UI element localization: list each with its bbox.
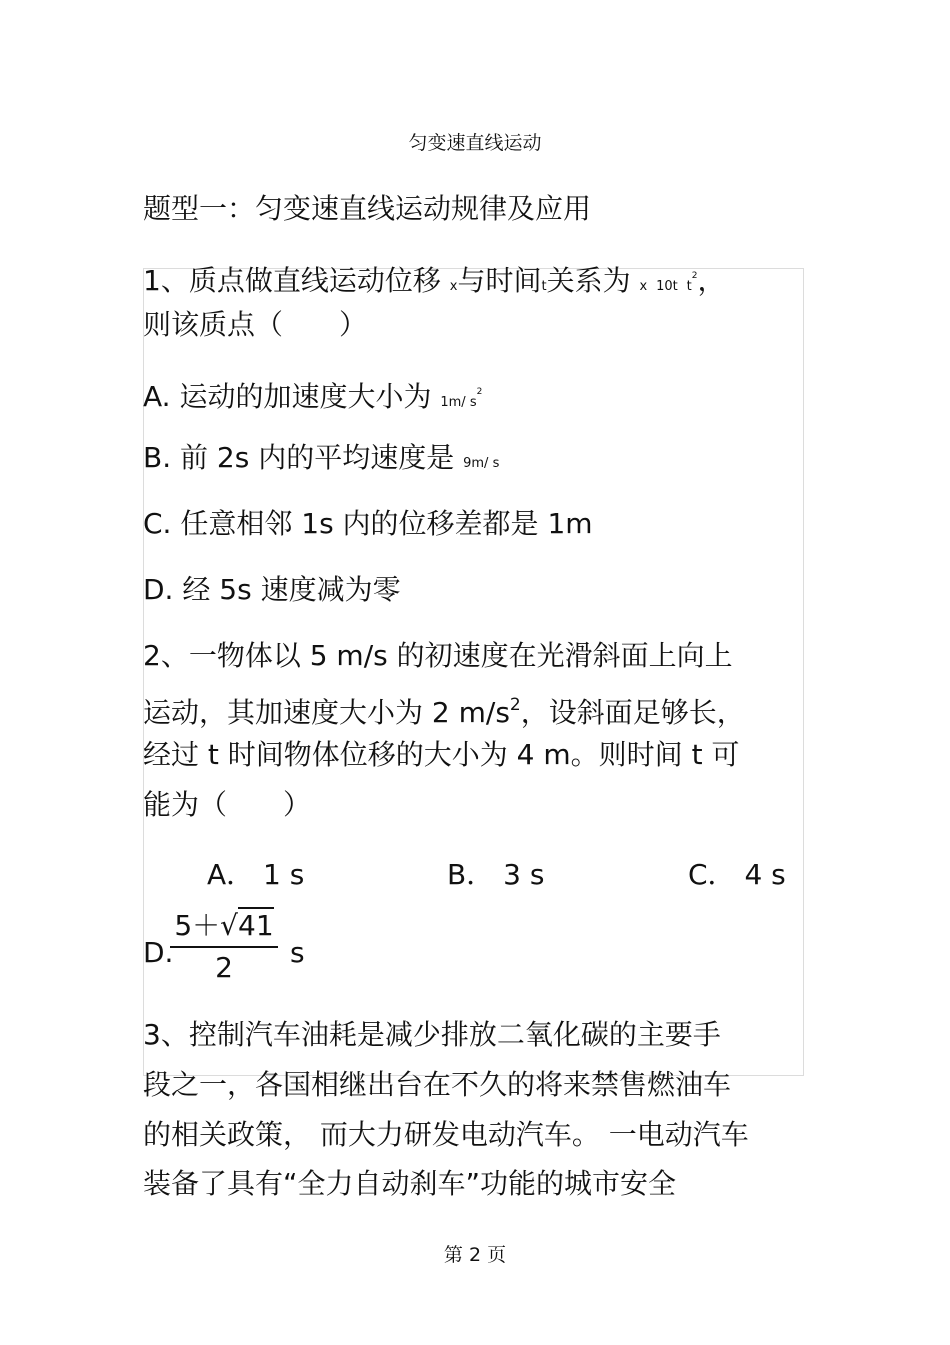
q2-option-d-fraction [170, 908, 278, 988]
fraction-denominator: 2 [215, 951, 233, 984]
q2-option-d-label: D. [143, 936, 174, 969]
section-heading: 题型一：匀变速直线运动规律及应用 [143, 192, 592, 225]
q2-option-d-unit: s [290, 936, 305, 969]
q2-stem-line3: 经过 t 时间物体位移的大小为 4 m。则时间 t 可 [143, 738, 740, 771]
page-number-footer: 第 2 页 [443, 1244, 507, 1266]
q1-option-a: A. 运动的加速度大小为 1m/ $s^2$ [143, 380, 483, 413]
q2-stem-line2: 运动，其加速度大小为 2 $m/s^2$，设斜面足够长， [143, 695, 745, 729]
document-title: 匀变速直线运动 [408, 132, 542, 154]
sqrt-symbol: √ [220, 909, 239, 942]
fraction-numerator: 5＋√41 [170, 908, 278, 948]
q1-option-b: B. 前 2s 内的平均速度是 9m/ s [143, 441, 500, 474]
q1-option-c: C. 任意相邻 1s 内的位移差都是 1m [143, 507, 593, 540]
q3-stem-line1: 3、控制汽车油耗是减少排放二氧化碳的主要手 [143, 1018, 721, 1051]
q1-option-d: D. 经 5s 速度减为零 [143, 573, 401, 606]
q3-stem-line2: 段之一，各国相继出台在不久的将来禁售燃油车 [143, 1068, 732, 1101]
q2-stem-line1: 2、一物体以 5 m/s 的初速度在光滑斜面上向上 [143, 639, 733, 672]
q2-option-b: B． 3 s [447, 858, 545, 891]
q2-option-a: A． 1 s [207, 858, 305, 891]
q3-stem-line3: 的相关政策， 而大力研发电动汽车。 一电动汽车 [143, 1118, 749, 1151]
q2-option-c: C． 4 s [688, 858, 786, 891]
q3-stem-line4: 装备了具有“全力自动刹车”功能的城市安全 [143, 1167, 677, 1200]
q1-stem-line2: 则该质点（ ） [143, 308, 368, 341]
q2-stem-line4: 能为（ ） [143, 788, 312, 821]
q1-stem-line1: 1、质点做直线运动位移 x与时间t关系为 x 10t $t^2$， [143, 264, 726, 297]
